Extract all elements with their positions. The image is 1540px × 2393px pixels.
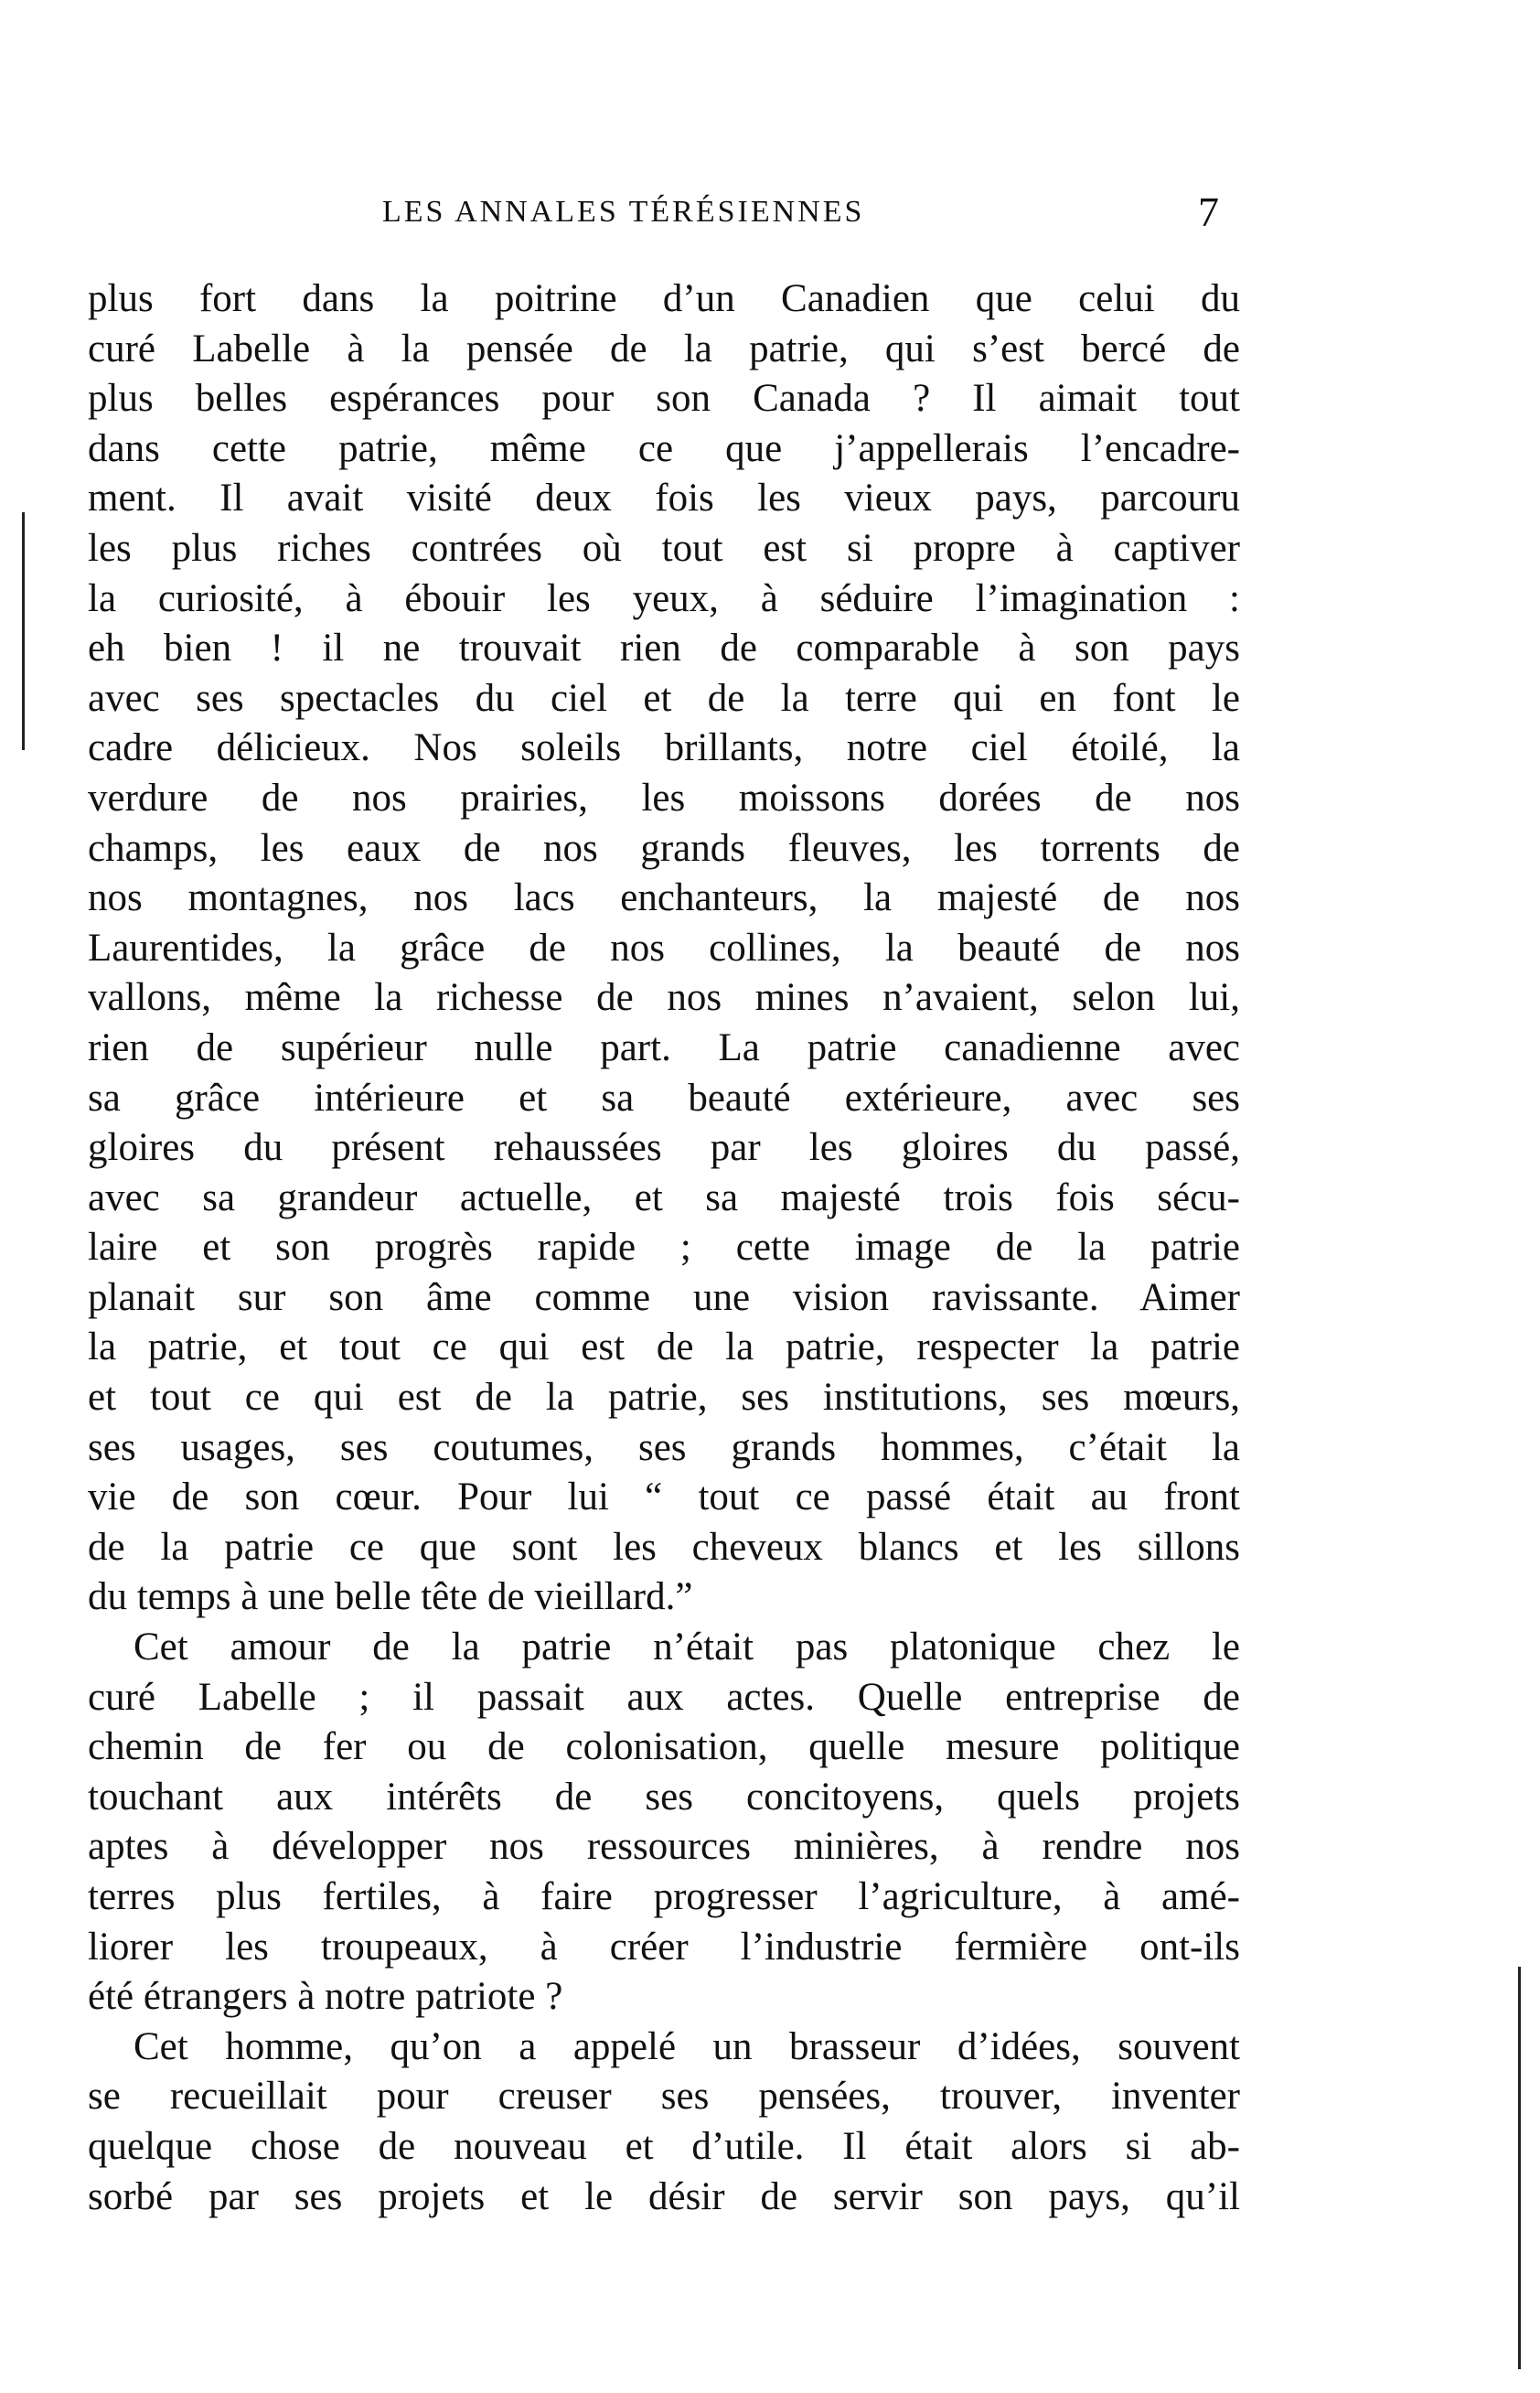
text-line: Laurentides, la grâce de nos collines, la beauté de nos [88, 926, 1240, 970]
text-line: aptes à développer nos ressources minières, à rendre nos [88, 1825, 1240, 1869]
text-line: sa grâce intérieure et sa beauté extérieure, avec ses [88, 1076, 1240, 1120]
text-line: curé Labelle à la pensée de la patrie, qui s’est bercé de [88, 327, 1240, 370]
running-title: LES ANNALES TÉRÉSIENNES [382, 195, 865, 229]
text-line: verdure de nos prairies, les moissons dorées de nos [88, 776, 1240, 820]
text-line: gloires du présent rehaussées par les gloires du passé, [88, 1126, 1240, 1170]
text-line: Cet homme, qu’on a appelé un brasseur d’idées, souvent [134, 2024, 1240, 2068]
running-header [0, 188, 1540, 242]
text-line: plus fort dans la poitrine d’un Canadien que celui du [88, 277, 1240, 320]
text-line: avec sa grandeur actuelle, et sa majesté trois fois sécu- [88, 1175, 1240, 1219]
margin-rule-left [22, 512, 25, 750]
text-line: rien de supérieur nulle part. La patrie canadienne avec [88, 1025, 1240, 1069]
text-line: plus belles espérances pour son Canada ? Il aimait tout [88, 377, 1240, 421]
text-line: curé Labelle ; il passait aux actes. Quelle entreprise de [88, 1675, 1240, 1719]
text-line: cadre délicieux. Nos soleils brillants, notre ciel étoilé, la [88, 726, 1240, 770]
body-text [88, 274, 1240, 2222]
text-line: sorbé par ses projets et le désir de servir son pays, qu’il [88, 2174, 1240, 2218]
text-line: eh bien ! il ne trouvait rien de comparable à son pays [88, 627, 1240, 671]
text-line: planait sur son âme comme une vision ravissante. Aimer [88, 1275, 1240, 1319]
text-line: chemin de fer ou de colonisation, quelle mesure politique [88, 1725, 1240, 1769]
text-line: terres plus fertiles, à faire progresser l’agriculture, à amé- [88, 1875, 1240, 1918]
text-line: la patrie, et tout ce qui est de la patrie, respecter la patrie [88, 1325, 1240, 1369]
text-line: laire et son progrès rapide ; cette image de la patrie [88, 1226, 1240, 1270]
text-line: Cet amour de la patrie n’était pas platonique chez le [134, 1626, 1240, 1669]
text-line: se recueillait pour creuser ses pensées, trouver, inventer [88, 2075, 1240, 2119]
text-line: la curiosité, à ébouir les yeux, à séduire l’imagination : [88, 576, 1240, 620]
text-line: nos montagnes, nos lacs enchanteurs, la majesté de nos [88, 876, 1240, 920]
margin-rule-right [1518, 1967, 1521, 2369]
text-line: du temps à une belle tête de vieillard.” [88, 1575, 693, 1619]
text-line: touchant aux intérêts de ses concitoyens, quels projets [88, 1775, 1240, 1819]
text-line: été étrangers à notre patriote ? [88, 1975, 563, 2019]
text-line: de la patrie ce que sont les cheveux blancs et les sillons [88, 1525, 1240, 1569]
text-line: champs, les eaux de nos grands fleuves, les torrents de [88, 826, 1240, 870]
text-line: et tout ce qui est de la patrie, ses institutions, ses mœurs, [88, 1376, 1240, 1420]
text-line: dans cette patrie, même ce que j’appellerais l’encadre- [88, 426, 1240, 470]
page-number: 7 [1198, 188, 1219, 235]
text-line: vie de son cœur. Pour lui “ tout ce passé était au front [88, 1476, 1240, 1519]
text-line: vallons, même la richesse de nos mines n’avaient, selon lui, [88, 976, 1240, 1020]
text-line: ment. Il avait visité deux fois les vieux pays, parcouru [88, 477, 1240, 520]
text-line: avec ses spectacles du ciel et de la terre qui en font le [88, 676, 1240, 720]
text-line: ses usages, ses coutumes, ses grands hommes, c’était la [88, 1425, 1240, 1469]
text-line: les plus riches contrées où tout est si propre à captiver [88, 526, 1240, 570]
text-line: liorer les troupeaux, à créer l’industrie fermière ont-ils [88, 1925, 1240, 1969]
text-line: quelque chose de nouveau et d’utile. Il était alors si ab- [88, 2124, 1240, 2168]
